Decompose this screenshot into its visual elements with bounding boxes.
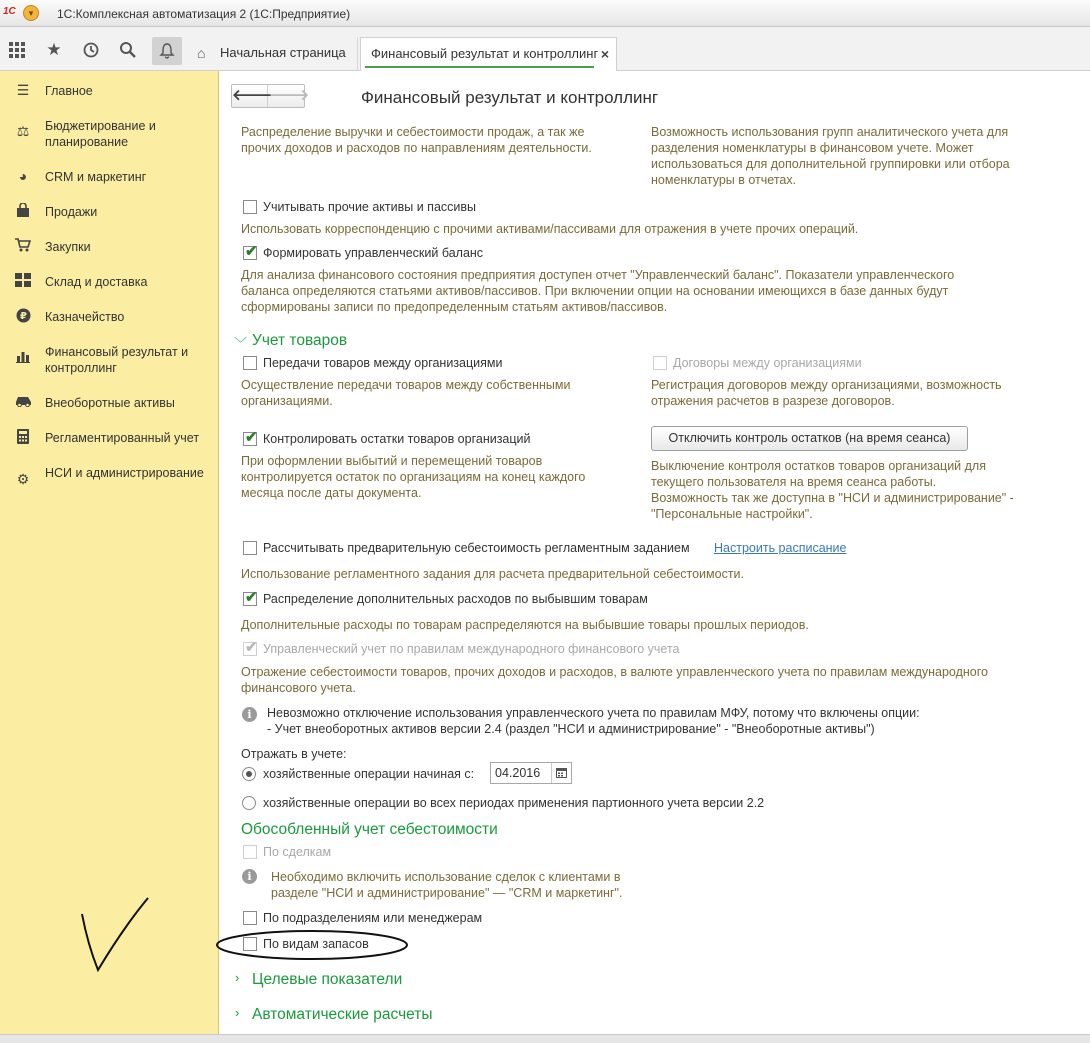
- transfer-goods-checkbox[interactable]: [243, 356, 257, 370]
- top-toolbar: [0, 27, 1090, 71]
- radio-all-periods[interactable]: [242, 796, 256, 810]
- mgmt-balance-description: Для анализа финансового состояния предприятия доступен отчет "Управленческий баланс". Показатели управленческого баланса определяются статьями активов/пассивов. При включении опции на основании имеющихся в базе данных будут сформированы записи по предопределенным статьям активов/пассивов.: [241, 268, 955, 314]
- sidebar-item-label: Главное: [45, 84, 93, 98]
- section-target-indicators[interactable]: Целевые показатели: [252, 971, 403, 988]
- bag-icon: [14, 203, 32, 221]
- direction-description: Распределение выручки и себестоимости продаж, а так же прочих доходов и расходов по направлениям деятельности.: [241, 125, 592, 155]
- ifrs-label: Управленческий учет по правилам международного финансового учета: [263, 642, 680, 656]
- budget-icon: ⚖: [16, 123, 30, 139]
- other-assets-checkbox[interactable]: [243, 200, 257, 214]
- close-icon[interactable]: ×: [600, 46, 609, 62]
- section-goods-accounting[interactable]: Учет товаров: [252, 332, 348, 349]
- checkmark-icon: ✔: [245, 639, 258, 656]
- transfer-goods-label: Передачи товаров между организациями: [263, 356, 503, 370]
- info-icon: i: [242, 707, 257, 722]
- search-icon[interactable]: [119, 41, 137, 59]
- section-auto-calculations[interactable]: Автоматические расчеты: [252, 1006, 433, 1023]
- by-deals-checkbox[interactable]: [243, 845, 257, 859]
- page-title: Финансовый результат и контроллинг: [361, 88, 659, 107]
- car-icon: [14, 394, 32, 410]
- mgmt-balance-checkbox[interactable]: [243, 243, 258, 260]
- other-assets-description: Использовать корреспонденцию с прочими активами/пассивами для отражения в учете прочих операций.: [241, 222, 859, 236]
- chevron-right-icon[interactable]: ›: [235, 970, 240, 985]
- chevron-right-icon[interactable]: ›: [235, 1005, 240, 1020]
- configure-schedule-link[interactable]: Настроить расписание: [714, 541, 847, 555]
- sidebar-item-label: НСИ и администрирование: [45, 466, 204, 480]
- warehouse-icon: [14, 273, 32, 290]
- history-icon[interactable]: [82, 41, 100, 59]
- prelim-cost-checkbox[interactable]: [243, 541, 257, 555]
- deals-info-text: Необходимо включить использование сделок с клиентами в разделе "НСИ и администрирование" — "CRM и маркетинг".: [271, 870, 623, 900]
- menu-icon: ☰: [16, 82, 30, 98]
- main-menu-button[interactable]: ▾: [23, 5, 39, 21]
- main-content: [219, 71, 1090, 1034]
- period-date-field[interactable]: [490, 762, 572, 784]
- ifrs-description: Отражение себестоимости товаров, прочих доходов и расходов, в валюте управленческого учета по правилам международного финансового учета.: [241, 665, 988, 695]
- contracts-checkbox[interactable]: [653, 356, 667, 370]
- section-separate-cost: Обособленный учет себестоимости: [241, 821, 498, 838]
- sidebar-item-label: Финансовый результат и контроллинг: [45, 345, 189, 375]
- analytics-groups-description: Возможность использования групп аналитического учета для разделения номенклатуры в финансовом учете. Может использоваться для дополнительной группировки или отбора номенклатуры в отчетах.: [651, 125, 1010, 187]
- sidebar-item-label: Внеоборотные активы: [45, 396, 175, 410]
- sections-sidebar: [0, 71, 219, 1034]
- info-icon: i: [242, 869, 257, 884]
- bell-icon[interactable]: [152, 37, 182, 65]
- sidebar-item-label: CRM и маркетинг: [45, 170, 147, 184]
- forward-button[interactable]: 🡒: [269, 87, 310, 104]
- by-depts-label: По подразделениям или менеджерам: [263, 911, 483, 925]
- sidebar-item-label: Регламентированный учет: [45, 431, 200, 445]
- mgmt-balance-label: Формировать управленческий баланс: [263, 246, 484, 260]
- window-titlebar: [0, 0, 1090, 27]
- disable-stock-control-description: Выключение контроля остатков товаров организаций для текущего пользователя на время сеанса работы. Возможность так же доступна в "НСИ и администрирование" - "Персональные настройки".: [651, 459, 1014, 521]
- disable-stock-control-button[interactable]: Отключить контроль остатков (на время сеанса): [651, 426, 968, 451]
- 1c-logo-icon: 1С: [3, 6, 16, 17]
- app-title: 1С:Комплексная автоматизация 2 (1С:Предприятие): [57, 7, 351, 21]
- by-stock-types-checkbox[interactable]: [243, 937, 257, 951]
- chevron-down-icon[interactable]: ﹀: [234, 336, 248, 351]
- prelim-cost-label: Рассчитывать предварительную себестоимость регламентным заданием: [263, 541, 690, 555]
- sidebar-item-label: Казначейство: [45, 310, 125, 324]
- home-icon: ⌂: [197, 45, 206, 61]
- horizontal-scrollbar[interactable]: [0, 1034, 1090, 1043]
- transfer-goods-description: Осуществление передачи товаров между собственными организациями.: [241, 378, 571, 408]
- other-assets-label: Учитывать прочие активы и пассивы: [263, 200, 477, 214]
- extra-costs-description: Дополнительные расходы по товарам распределяются на выбывшие товары прошлых периодов.: [241, 618, 809, 632]
- by-depts-checkbox[interactable]: [243, 911, 257, 925]
- ifrs-checkbox[interactable]: [243, 639, 258, 656]
- calendar-icon[interactable]: [551, 763, 571, 783]
- tab-financial-result-label: Финансовый результат и контроллинг: [371, 46, 599, 61]
- control-stock-description: При оформлении выбытий и перемещений товаров контролируется остаток по организациям на конец каждого месяца после даты документа.: [241, 454, 586, 500]
- ifrs-info-text: Невозможно отключение использования управленческого учета по правилам МФУ, потому что включены опции: - Учет внеоборотных активов версии 2.4 (раздел "НСИ и администрирование" - "Внеоборотные активы"): [267, 706, 920, 736]
- svg-text:₽: ₽: [19, 311, 27, 322]
- back-button[interactable]: 🡐: [232, 85, 268, 107]
- sidebar-item-label: Бюджетирование и планирование: [45, 119, 156, 149]
- extra-costs-checkbox[interactable]: [243, 589, 258, 606]
- pie-chart-icon: ◕: [18, 168, 28, 184]
- bar-chart-icon: [14, 350, 32, 366]
- by-stock-types-label: По видам запасов: [263, 937, 369, 951]
- history-nav: [231, 84, 310, 108]
- radio-from-date-label: хозяйственные операции начиная с:: [263, 767, 475, 781]
- tab-home-label: Начальная страница: [220, 45, 346, 60]
- control-stock-checkbox[interactable]: [243, 429, 258, 446]
- ruble-icon: [14, 308, 32, 326]
- sidebar-item-label: Продажи: [45, 205, 98, 219]
- control-stock-label: Контролировать остатки товаров организаций: [263, 432, 531, 446]
- reflect-label: Отражать в учете:: [241, 747, 347, 761]
- calculator-icon: [14, 429, 32, 447]
- radio-dot: [246, 771, 252, 777]
- radio-from-date[interactable]: [242, 767, 256, 781]
- prelim-cost-description: Использование регламентного задания для расчета предварительной себестоимости.: [241, 567, 745, 581]
- checkmark-icon: ✔: [245, 589, 258, 606]
- contracts-label: Договоры между организациями: [673, 356, 862, 370]
- tab-financial-result[interactable]: [360, 37, 617, 71]
- cart-icon: [14, 238, 32, 255]
- tab-home[interactable]: [188, 37, 358, 71]
- period-date-value: 04.2016: [495, 766, 541, 780]
- active-tab-indicator: [365, 66, 594, 68]
- sidebar-item-label: Закупки: [45, 240, 91, 254]
- star-icon[interactable]: ★: [46, 40, 62, 59]
- by-deals-label: По сделкам: [263, 845, 332, 859]
- sidebar-item-label: Склад и доставка: [45, 275, 148, 289]
- checkmark-icon: ✔: [245, 429, 258, 446]
- radio-all-periods-label: хозяйственные операции во всех периодах применения партионного учета версии 2.2: [263, 796, 765, 810]
- gear-icon: ⚙: [16, 471, 30, 487]
- apps-grid-icon[interactable]: [8, 41, 26, 59]
- extra-costs-label: Распределение дополнительных расходов по выбывшим товарам: [263, 592, 648, 606]
- contracts-description: Регистрация договоров между организациями, возможность отражения расчетов в разрезе договоров.: [651, 378, 1002, 408]
- checkmark-icon: ✔: [245, 243, 258, 260]
